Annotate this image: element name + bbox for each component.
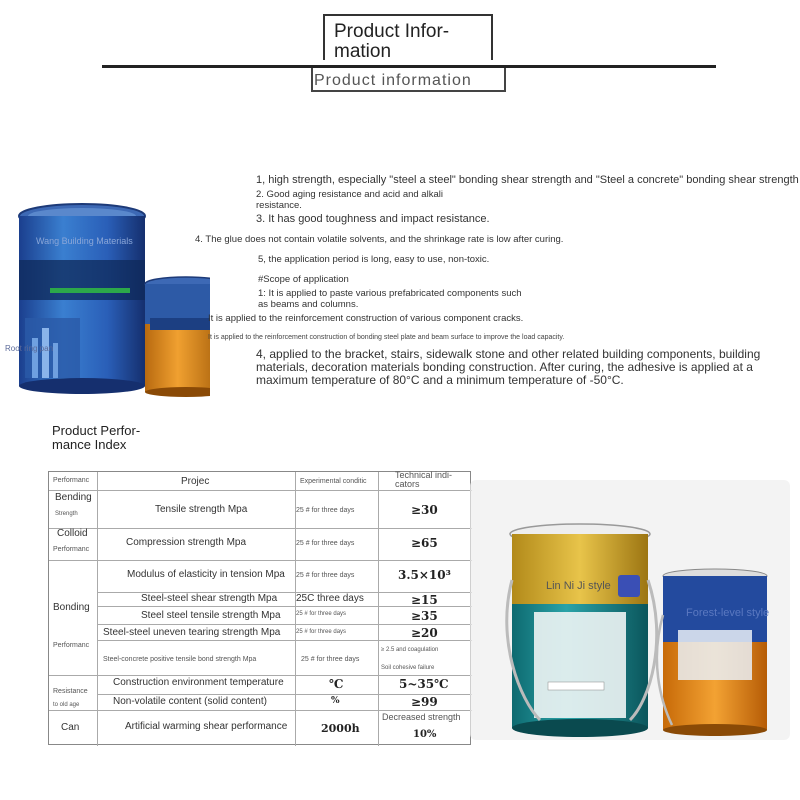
- scope-4: 4, applied to the bracket, stairs, sidewalk stone and other related building components, building materials, decoration materials bonding construction. After curing, the adhesive is applied at a maximum temperature of 80°C and a minimum temperature of -50°C.: [256, 347, 761, 387]
- group-old-age: to old age: [53, 702, 80, 708]
- table-row-condition: 25 # for three days: [296, 572, 355, 579]
- group-bending: Bending: [55, 492, 92, 503]
- group-can: Can: [61, 722, 80, 733]
- feature-2-line-2: resistance.: [256, 200, 302, 211]
- page-subtitle: Product information: [314, 72, 472, 89]
- table-row-value: ≥15: [411, 593, 438, 607]
- table-row-condition: 25C three days: [296, 593, 364, 604]
- table-row-condition: %: [331, 696, 340, 706]
- scope-heading: #Scope of application: [258, 274, 349, 285]
- table-row-item: Steel-steel shear strength Mpa: [141, 593, 278, 604]
- header-conditions: Experimental conditic: [300, 478, 367, 485]
- table-row-condition: 25 # for three days: [296, 611, 347, 617]
- table-row-condition: ℃: [329, 677, 344, 691]
- table-row-condition: 25 # for three days: [296, 629, 347, 635]
- header-technical-indicators: Technical indi- cators: [395, 470, 453, 489]
- scope-1-line-1: 1: It is applied to paste various prefabricated components such: [258, 288, 522, 299]
- feature-3: 3. It has good toughness and impact resistance.: [256, 213, 490, 225]
- table-row-item: Steel steel tensile strength Mpa: [141, 610, 281, 621]
- group-resistance: Resistance: [53, 688, 88, 695]
- group-colloid-performance: Performanc: [53, 546, 90, 553]
- table-row-item: Tensile strength Mpa: [155, 504, 248, 515]
- group-bonding-performance: Performanc: [53, 642, 90, 649]
- table-row-value: ≥20: [411, 626, 438, 640]
- table-row-value-secondary: Soil cohesive failure: [381, 665, 435, 671]
- table-row-condition: 25 # for three days: [296, 540, 355, 547]
- feature-5: 5, the application period is long, easy to use, non-toxic.: [258, 254, 490, 265]
- header-project: Projec: [181, 476, 210, 487]
- table-row-value: ≥35: [411, 609, 438, 623]
- table-row-value: ≥30: [411, 503, 438, 517]
- feature-2-line-1: 2. Good aging resistance and acid and alkali: [256, 189, 443, 200]
- table-row-value: 5~35℃: [399, 677, 449, 691]
- paint-cans-right-illustration: [500, 520, 790, 745]
- table-row-condition: 2000h: [321, 722, 360, 735]
- scope-3: It is applied to the reinforcement construction of bonding steel plate and beam surface to improve the load capacity.: [208, 334, 565, 341]
- page-title: Product Infor- mation: [334, 21, 450, 62]
- table-row-condition: 25 # for three days: [301, 656, 360, 663]
- group-colloid: Colloid: [57, 528, 88, 539]
- group-strength: Strength: [55, 511, 78, 517]
- feature-4: 4. The glue does not contain volatile solvents, and the shrinkage rate is low after curing.: [195, 234, 564, 245]
- table-row-value: ≥65: [411, 536, 438, 550]
- group-bonding: Bonding: [53, 602, 90, 613]
- performance-title: Product Perfor- mance Index: [52, 423, 141, 452]
- table-row-item: Steel-steel uneven tearing strength Mpa: [103, 627, 281, 638]
- header-performance: Performanc: [53, 477, 90, 484]
- right-can-top-label: Lin Ni Ji style: [546, 580, 611, 592]
- table-row-condition: 25 # for three days: [296, 507, 355, 514]
- scope-1-line-2: as beams and columns.: [258, 299, 359, 310]
- product-cans-left: [10, 198, 210, 398]
- table-row-value: ≥99: [411, 695, 438, 709]
- table-row-item: Construction environment temperature: [113, 677, 284, 688]
- left-can-brand-label: Wang Building Materials: [36, 236, 133, 246]
- performance-table: [48, 471, 471, 745]
- table-row-value: 3.5×10³: [398, 568, 451, 582]
- table-row-item: Non-volatile content (solid content): [113, 696, 267, 707]
- right-can-side-label: Forest-level style: [686, 607, 770, 619]
- scope-2: It is applied to the reinforcement construction of various component cracks.: [208, 313, 524, 324]
- table-row-value-secondary: 10%: [413, 729, 437, 740]
- table-row-value: Decreased strength: [382, 712, 461, 722]
- table-row-item: Steel-concrete positive tensile bond strength Mpa: [103, 656, 257, 663]
- feature-1: 1, high strength, especially "steel a steel" bonding shear strength and "Steel a concrete" bonding shear strength: [256, 174, 799, 186]
- table-row-item: Compression strength Mpa: [126, 537, 247, 548]
- left-can-overlay-label: Root ring pan: [5, 344, 54, 353]
- paint-cans-illustration: [10, 198, 210, 398]
- product-cans-right: [500, 520, 790, 745]
- table-row-value: ≥ 2.5 and coagulation: [381, 647, 439, 653]
- table-row-item: Modulus of elasticity in tension Mpa: [127, 569, 285, 580]
- table-row-item: Artificial warming shear performance: [125, 721, 288, 732]
